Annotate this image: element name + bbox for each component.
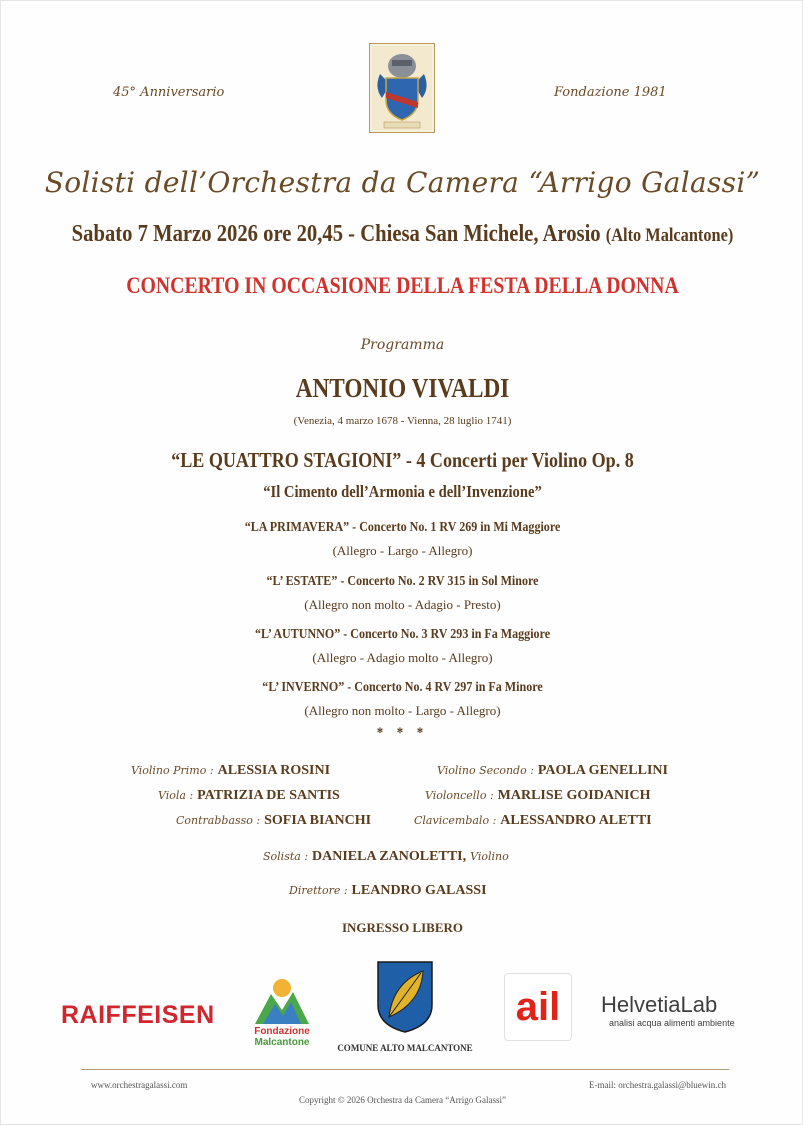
movement-tempi: (Allegro non molto - Adagio - Presto) — [304, 597, 501, 612]
performer-name: ALESSIA ROSINI — [217, 763, 331, 778]
performer-role: Violino Secondo : — [437, 764, 534, 777]
event-area-text: (Alto Malcantone) — [605, 225, 734, 246]
helvetialab-logo: HelvetiaLab — [601, 992, 718, 1017]
anniversary-text: 45° Anniversario — [113, 85, 225, 100]
performer-role: Violoncello : — [425, 789, 494, 802]
performer-name: LEANDRO GALASSI — [351, 883, 487, 898]
performer-violino-primo — [131, 761, 330, 779]
ail-logo — [504, 973, 572, 1041]
performer-role: Solista : — [263, 850, 309, 863]
comune-alto-malcantone-text: COMUNE ALTO MALCANTONE — [337, 1043, 473, 1053]
movement-tempi: (Allegro - Adagio molto - Allegro) — [312, 650, 493, 665]
movement-title: “L’ INVERNO” - Concerto No. 4 RV 297 in Fa Minore — [262, 680, 543, 695]
occasion-heading: CONCERTO IN OCCASIONE DELLA FESTA DELLA DONNA — [126, 273, 679, 298]
work-title: “LE QUATTRO STAGIONI” - 4 Concerti per Violino Op. 8 — [171, 448, 634, 472]
performer-role: Contrabbasso : — [176, 814, 261, 827]
movement-tempi: (Allegro - Largo - Allegro) — [332, 543, 473, 558]
event-date-location — [57, 221, 748, 248]
fondazione-line: Fondazione — [254, 1026, 310, 1037]
email-text: E-mail: orchestra.galassi@bluewin.ch — [589, 1080, 726, 1090]
movement-tempi: (Allegro non molto - Largo - Allegro) — [304, 703, 501, 718]
performer-violino-secondo — [437, 761, 668, 779]
movement-title: “LA PRIMAVERA” - Concerto No. 1 RV 269 in Mi Maggiore — [244, 520, 561, 535]
ail-logo-text: ail — [515, 985, 561, 1029]
performer-name: MARLISE GOIDANICH — [497, 788, 651, 803]
fondazione-malcantone-text — [245, 1026, 319, 1048]
performer-role: Direttore : — [289, 884, 348, 897]
work-subtitle: “Il Cimento dell’Armonia e dell’Invenzione” — [263, 482, 542, 501]
performer-name: PATRIZIA DE SANTIS — [197, 788, 340, 803]
event-main-text: Sabato 7 Marzo 2026 ore 20,45 - Chiesa San Michele, Arosio — [71, 221, 601, 247]
malcantone-line: Malcantone — [254, 1037, 310, 1048]
performer-name: ALESSANDRO ALETTI — [500, 813, 652, 828]
performer-clavicembalo — [414, 811, 652, 829]
coat-of-arms-logo — [369, 43, 435, 133]
helvetialab-tagline: analisi acqua alimenti ambiente — [609, 1018, 735, 1028]
composer-name: ANTONIO VIVALDI — [295, 373, 510, 403]
movement-title: “L’ AUTUNNO” - Concerto No. 3 RV 293 in Fa Maggiore — [254, 627, 551, 642]
programma-label: Programma — [360, 337, 445, 353]
performer-instrument: Violino — [470, 850, 509, 863]
website-text: www.orchestragalassi.com — [91, 1080, 188, 1090]
performer-violoncello — [425, 786, 651, 804]
performer-viola — [158, 786, 340, 804]
ensemble-title: Solisti dell’Orchestra da Camera “Arrigo Galassi” — [44, 166, 761, 199]
performer-role: Violino Primo : — [131, 764, 214, 777]
admission-text: INGRESSO LIBERO — [341, 920, 463, 935]
footer-divider — [81, 1069, 729, 1070]
performer-role: Viola : — [158, 789, 194, 802]
comune-shield-logo — [375, 959, 435, 1035]
performer-solista — [263, 847, 509, 865]
composer-lifespan: (Venezia, 4 marzo 1678 - Vienna, 28 luglio 1741) — [293, 415, 512, 427]
performer-name: PAOLA GENELLINI — [537, 763, 668, 778]
copyright-text: Copyright © 2026 Orchestra da Camera “Arrigo Galassi” — [298, 1095, 507, 1105]
performer-role: Clavicembalo : — [414, 814, 497, 827]
raiffeisen-logo: RAIFFEISEN — [61, 1001, 215, 1029]
performer-name: DANIELA ZANOLETTI, — [312, 849, 467, 864]
section-separator: * * * — [376, 725, 429, 741]
performer-contrabbasso — [176, 811, 371, 829]
fondazione-malcantone-logo — [253, 976, 311, 1026]
performer-name: SOFIA BIANCHI — [264, 813, 372, 828]
movement-title: “L’ ESTATE” - Concerto No. 2 RV 315 in Sol Minore — [266, 574, 539, 589]
foundation-year-text: Fondazione 1981 — [554, 85, 667, 100]
performer-direttore — [289, 881, 487, 899]
